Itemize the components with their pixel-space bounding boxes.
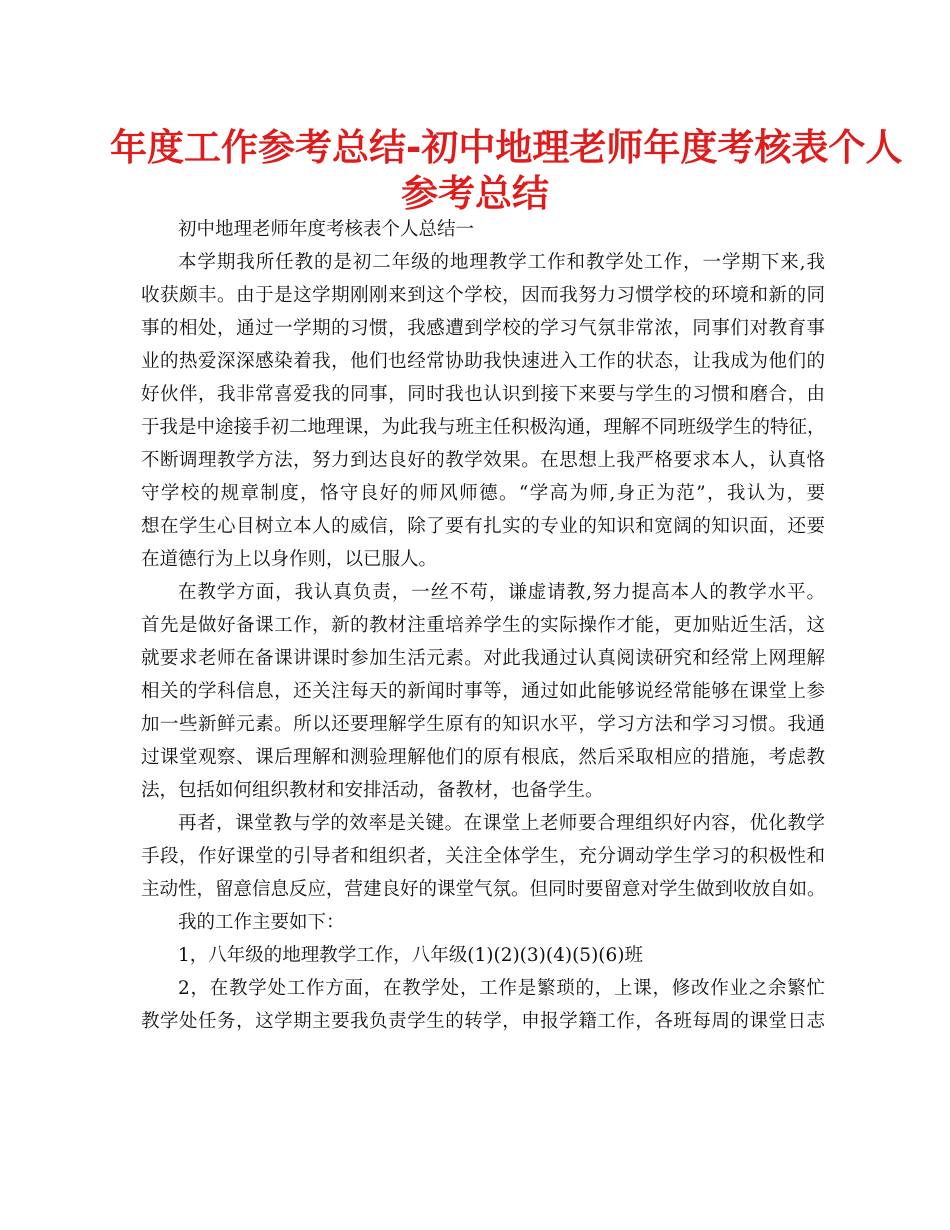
text-line: 不断调理教学方法，努力到达良好的教学效果。在思想上我严格要求本人，认真恪 <box>141 450 825 471</box>
text-line: 相关的学科信息，还关注每天的新闻时事等，通过如此能够说经常能够在课堂上参 <box>141 681 825 702</box>
text-line: 法，包括如何组织教材和安排活动，备教材，也备学生。 <box>141 780 604 801</box>
text-line: 守学校的规章制度，恪守良好的师风师德。“学高为师,身正为范”，我认为，要 <box>141 483 825 504</box>
text-line: 2，在教学处工作方面，在教学处，工作是繁琐的，上课，修改作业之余繁忙 <box>178 978 825 999</box>
text-line: 主动性，留意信息反应，营建良好的课堂气氛。但同时要留意对学生做到收放自如。 <box>141 879 826 900</box>
document-title-line-2: 参考总结 <box>401 172 549 215</box>
text-line: 想在学生心目树立本人的威信，除了要有扎实的专业的知识和宽阔的知识面，还要 <box>141 516 825 537</box>
text-line: 我的工作主要如下： <box>178 912 345 933</box>
text-line: 1，八年级的地理教学工作，八年级(1)(2)(3)(4)(5)(6)班 <box>178 945 644 966</box>
text-line: 事的相处，通过一学期的习惯，我感遭到学校的学习气氛非常浓，同事们对教育事 <box>141 318 825 339</box>
document-body <box>141 213 825 1038</box>
text-line: 于我是中途接手初二地理课，为此我与班主任积极沟通，理解不同班级学生的特征， <box>141 417 826 438</box>
text-line: 加一些新鲜元素。所以还要理解学生原有的知识水平，学习方法和学习习惯。我通 <box>141 714 825 735</box>
text-line: 初中地理老师年度考核表个人总结一 <box>178 219 475 240</box>
text-line: 好伙伴，我非常喜爱我的同事，同时我也认识到接下来要与学生的习惯和磨合，由 <box>141 384 825 405</box>
document-title-line-1: 年度工作参考总结-初中地理老师年度考核表个人 <box>110 126 903 169</box>
text-line: 在道德行为上以身作则，以已服人。 <box>141 549 438 570</box>
text-line: 收获颇丰。由于是这学期刚刚来到这个学校，因而我努力习惯学校的环境和新的同 <box>141 285 825 306</box>
text-line: 再者，课堂教与学的效率是关键。在课堂上老师要合理组织好内容，优化教学 <box>178 813 825 834</box>
text-line: 教学处任务，这学期主要我负责学生的转学，申报学籍工作，各班每周的课堂日志 <box>141 1011 825 1032</box>
text-line: 本学期我所任教的是初二年级的地理教学工作和教学处工作，一学期下来,我 <box>178 252 825 273</box>
text-line: 在教学方面，我认真负责，一丝不苟，谦虚请教,努力提高本人的教学水平。 <box>178 582 825 603</box>
text-line: 首先是做好备课工作，新的教材注重培养学生的实际操作才能，更加贴近生活，这 <box>141 615 825 636</box>
text-line: 就要求老师在备课讲课时参加生活元素。对此我通过认真阅读研究和经常上网理解 <box>141 648 825 669</box>
text-line: 业的热爱深深感染着我，他们也经常协助我快速进入工作的状态，让我成为他们的 <box>141 351 825 372</box>
text-line: 过课堂观察、课后理解和测验理解他们的原有根底，然后采取相应的措施，考虑教 <box>141 747 825 768</box>
text-line: 手段，作好课堂的引导者和组织者，关注全体学生，充分调动学生学习的积极性和 <box>141 846 825 867</box>
